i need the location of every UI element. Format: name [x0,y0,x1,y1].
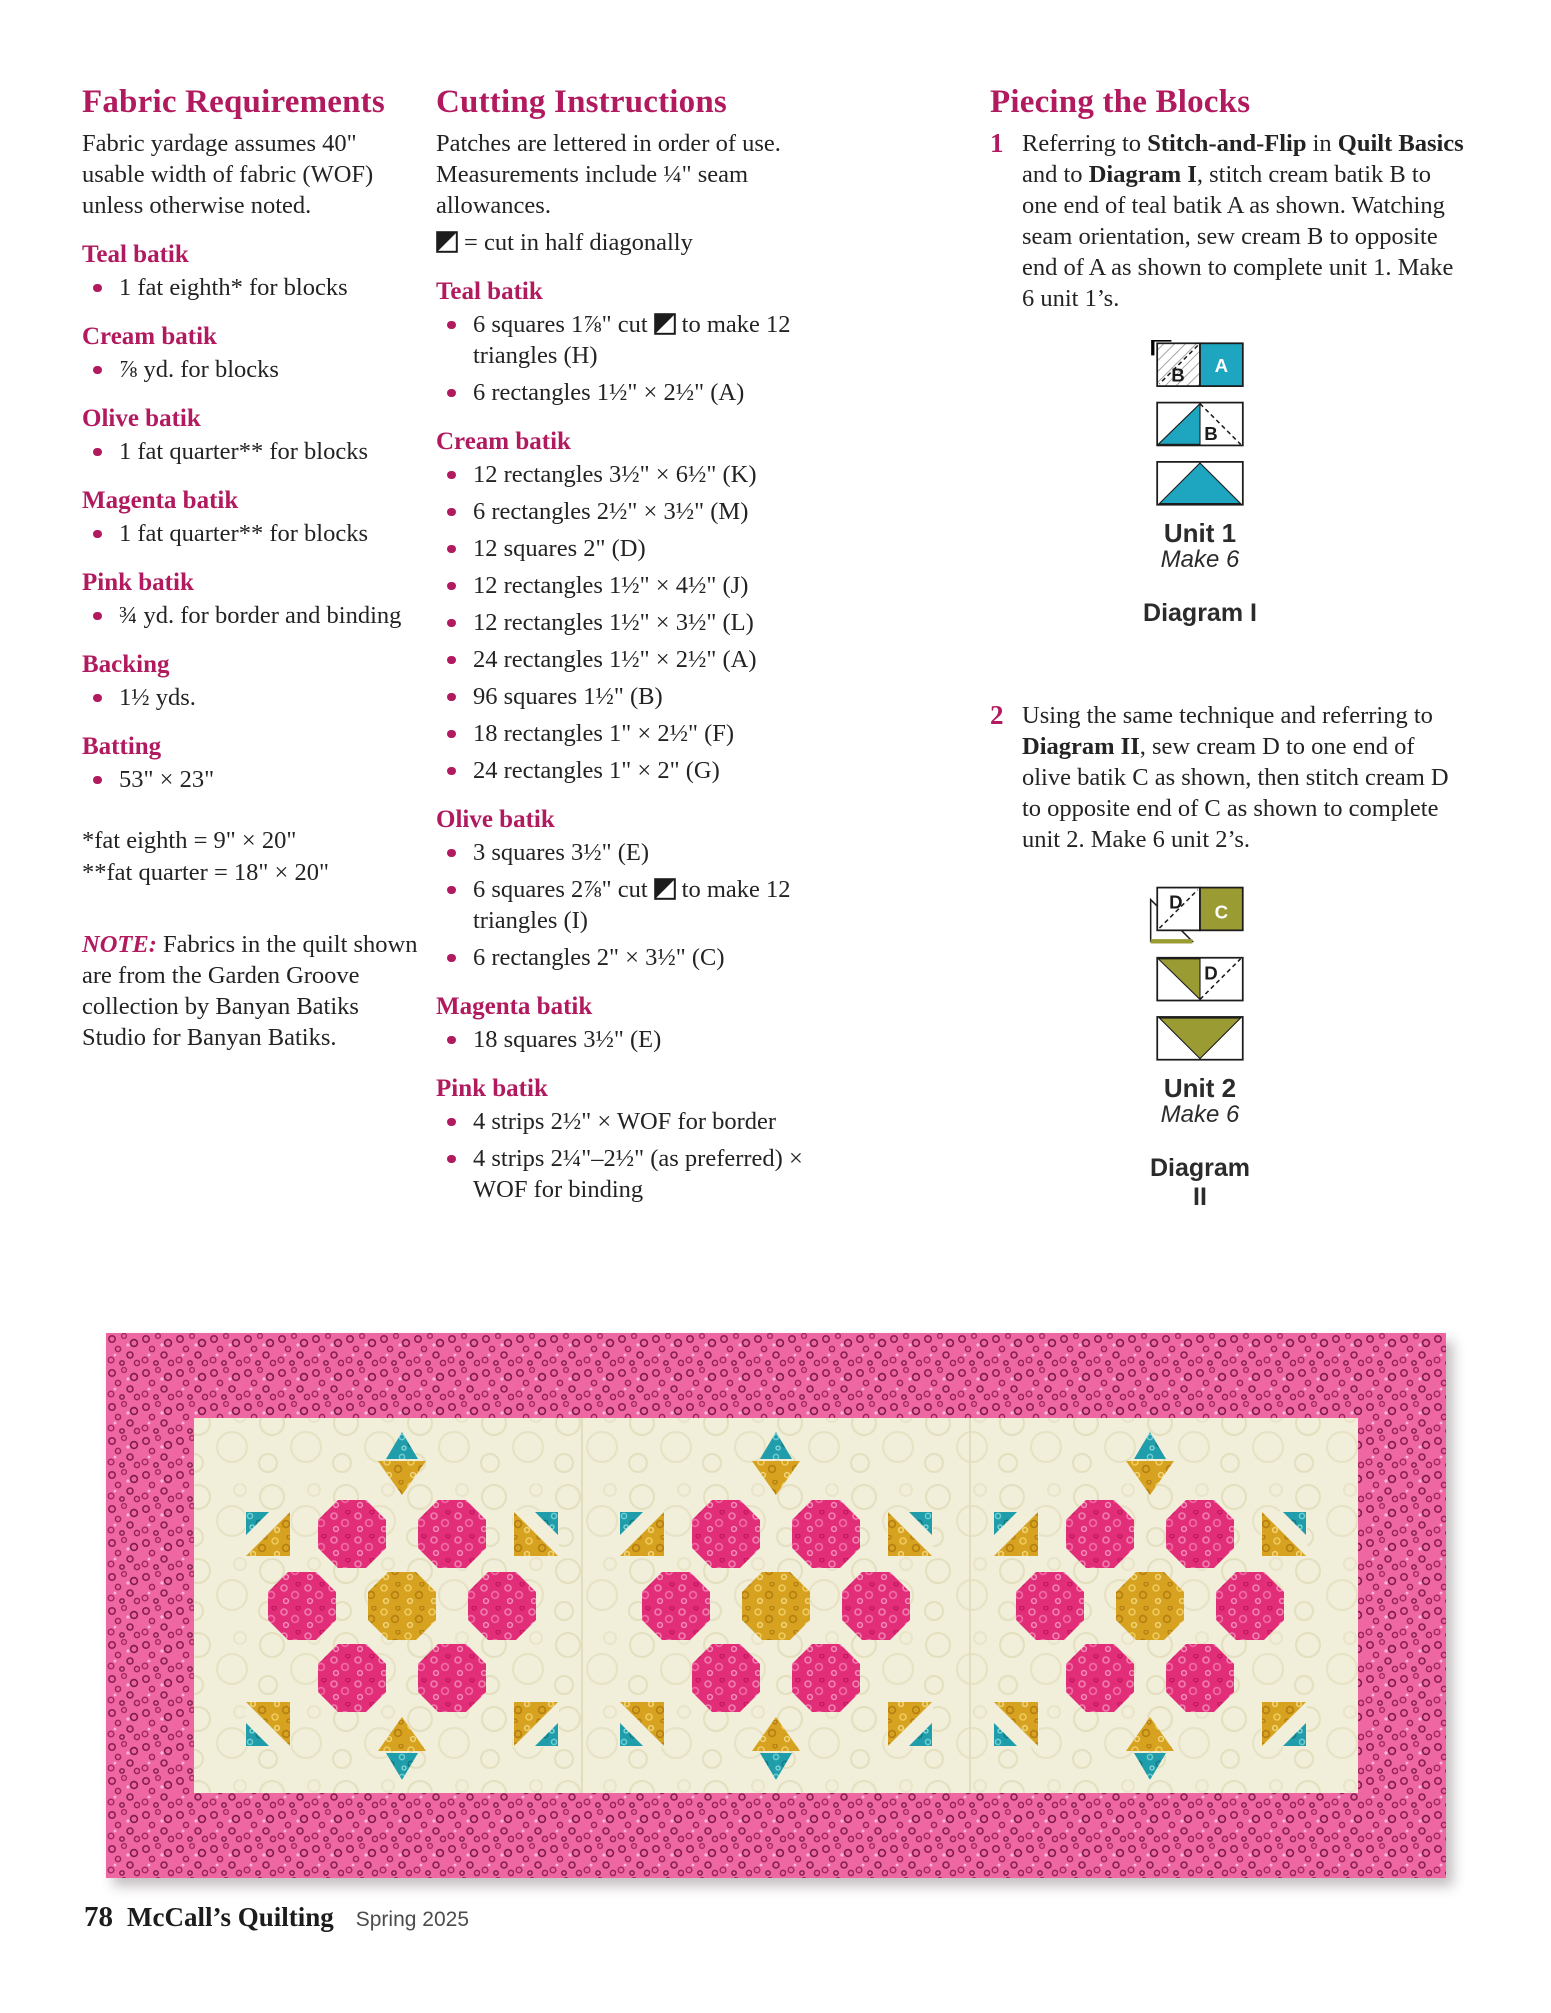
unit-2-step-1 [1151,888,1243,942]
cutting-item: 4 strips 2½" × WOF for border [436,1106,828,1137]
fabric-note [82,929,422,1053]
unit-2-label: Unit 2 [1163,1073,1237,1103]
cutting-item: 4 strips 2¼"–2½" (as preferred) × WOF for binding [436,1143,828,1205]
unit-2-step-2 [1157,958,1243,1001]
cut-diagonal-icon [654,313,676,335]
unit-1-label: Unit 1 [1163,518,1237,548]
cut-diagonal-legend [436,227,828,258]
cutting-item: 6 rectangles 1½" × 2½" (A) [436,377,828,408]
cutting-item: 12 rectangles 1½" × 4½" (J) [436,570,828,601]
step-2-number: 2 [990,700,1004,730]
fabric-item: 1 fat quarter** for blocks [82,518,422,549]
cutting-item [436,309,828,371]
cutting-intro-2: Measurements include ¼" seam allowances. [436,161,749,219]
step-text: Using the same technique and referring to [1022,702,1433,729]
unit-1-finished [1157,462,1243,505]
piecing-step-2 [990,700,1468,855]
cutting-heading-olive: Olive batik [436,806,555,833]
fabric-item: 53" × 23" [82,764,422,795]
patch-letter-b: B [1171,364,1185,386]
step-text-bold: Diagram I [1088,161,1197,188]
cutting-item: 24 rectangles 1" × 2" (G) [436,755,828,786]
fabric-item: 1½ yds. [82,682,422,713]
cutting-item [436,874,828,936]
cut-diagonal-icon [436,231,458,253]
piecing-the-blocks-column [990,84,1468,1212]
cutting-heading-teal: Teal batik [436,278,543,305]
cutting-item-text: 6 squares 1⅞" cut [473,311,648,338]
fabric-item: ⅞ yd. for blocks [82,354,422,385]
patch-letter-b: B [1204,422,1218,444]
quilt-photo [106,1333,1446,1878]
cutting-heading-cream: Cream batik [436,428,571,455]
cutting-item: 3 squares 3½" (E) [436,837,828,868]
fabric-footnotes [82,825,422,889]
fabric-heading-olive: Olive batik [82,405,201,432]
unit-2-finished [1157,1017,1243,1060]
cut-diagonal-legend-text: = cut in half diagonally [464,229,693,256]
cut-diagonal-icon [654,878,676,900]
cutting-item: 6 rectangles 2½" × 3½" (M) [436,496,828,527]
page-footer [84,1901,469,1934]
patch-letter-d: D [1169,891,1183,913]
cutting-instructions-column [436,84,828,1211]
cutting-heading-pink: Pink batik [436,1075,548,1102]
fabric-heading-pink: Pink batik [82,569,194,596]
diagram-1-caption: Diagram I [1143,599,1257,627]
fabric-heading-cream: Cream batik [82,323,217,350]
step-text-bold: Diagram II [1022,733,1140,760]
unit-2-diagram-graphic [1145,881,1255,1063]
fabric-heading-batting: Batting [82,733,162,760]
patch-letter-d: D [1204,962,1218,984]
unit-1-diagram-graphic [1145,340,1255,508]
cutting-item: 18 rectangles 1" × 2½" (F) [436,718,828,749]
footnote-fat-quarter: **fat quarter = 18" × 20" [82,859,329,886]
step-2-text [1022,700,1468,855]
step-1-number: 1 [990,128,1004,158]
footnote-fat-eighth: *fat eighth = 9" × 20" [82,827,297,854]
step-text: and to [1022,161,1089,188]
unit-2-make-label: Make 6 [1160,1101,1240,1128]
step-text-bold: Quilt Basics [1337,130,1464,157]
diagram-1 [1140,340,1260,628]
step-text: Referring to [1022,130,1148,157]
fabric-heading-backing: Backing [82,651,170,678]
unit-1-step-1 [1153,340,1243,386]
fabric-heading-teal: Teal batik [82,241,189,268]
fabric-heading-magenta: Magenta batik [82,487,239,514]
step-text-bold: Stitch-and-Flip [1147,130,1307,157]
step-text: in [1306,130,1338,157]
page-number: 78 [84,1901,113,1933]
cutting-item-text: to make 12 triangles (H) [473,311,791,369]
cutting-item: 96 squares 1½" (B) [436,681,828,712]
patch-letter-a: A [1214,354,1229,376]
fabric-requirements-column [82,84,422,1078]
cutting-intro [436,128,828,221]
note-label: NOTE: [82,931,157,958]
cutting-instructions-title: Cutting Instructions [436,84,727,120]
cutting-item: 6 rectangles 2" × 3½" (C) [436,942,828,973]
fabric-item: ¾ yd. for border and binding [82,600,422,631]
step-text: , sew cream D to one end of olive batik C as shown, then stitch cream D to opposite end of C as shown to complete unit 2. Make 6 unit 2’s. [1022,733,1449,853]
cutting-item: 12 rectangles 1½" × 3½" (L) [436,607,828,638]
unit-1-make-label: Make 6 [1160,546,1240,573]
piecing-title: Piecing the Blocks [990,84,1251,120]
patch-letter-c: C [1214,901,1229,923]
unit-1-step-2 [1157,403,1243,446]
cutting-item: 12 rectangles 3½" × 6½" (K) [436,459,828,490]
issue-label: Spring 2025 [355,1908,470,1931]
piecing-step-1 [990,128,1468,314]
step-text: , stitch cream batik B to one end of teal batik A as shown. Watching seam orientation, sew cream B to opposite end of A as shown to complete unit 1. Make 6 unit 1’s. [1022,161,1454,312]
diagram-2-caption: Diagram II [1149,1154,1251,1211]
fabric-requirements-title: Fabric Requirements [82,84,385,120]
cutting-item-text: 6 squares 2⅞" cut [473,876,648,903]
note-text: Fabrics in the quilt shown are from the Garden Groove collection by Banyan Batiks Studio for Banyan Batiks. [82,931,418,1051]
cutting-heading-magenta: Magenta batik [436,993,593,1020]
cutting-intro-1: Patches are lettered in order of use. [436,130,781,157]
cutting-item: 12 squares 2" (D) [436,533,828,564]
fabric-item: 1 fat quarter** for blocks [82,436,422,467]
magazine-title: McCall’s Quilting [127,1902,334,1932]
fabric-item: 1 fat eighth* for blocks [82,272,422,303]
cutting-item: 24 rectangles 1½" × 2½" (A) [436,644,828,675]
cutting-item-text: to make 12 triangles (I) [473,876,791,934]
step-1-text [1022,128,1468,314]
diagram-2 [1140,881,1260,1212]
cutting-item: 18 squares 3½" (E) [436,1024,828,1055]
fabric-intro: Fabric yardage assumes 40" usable width of fabric (WOF) unless otherwise noted. [82,130,374,219]
